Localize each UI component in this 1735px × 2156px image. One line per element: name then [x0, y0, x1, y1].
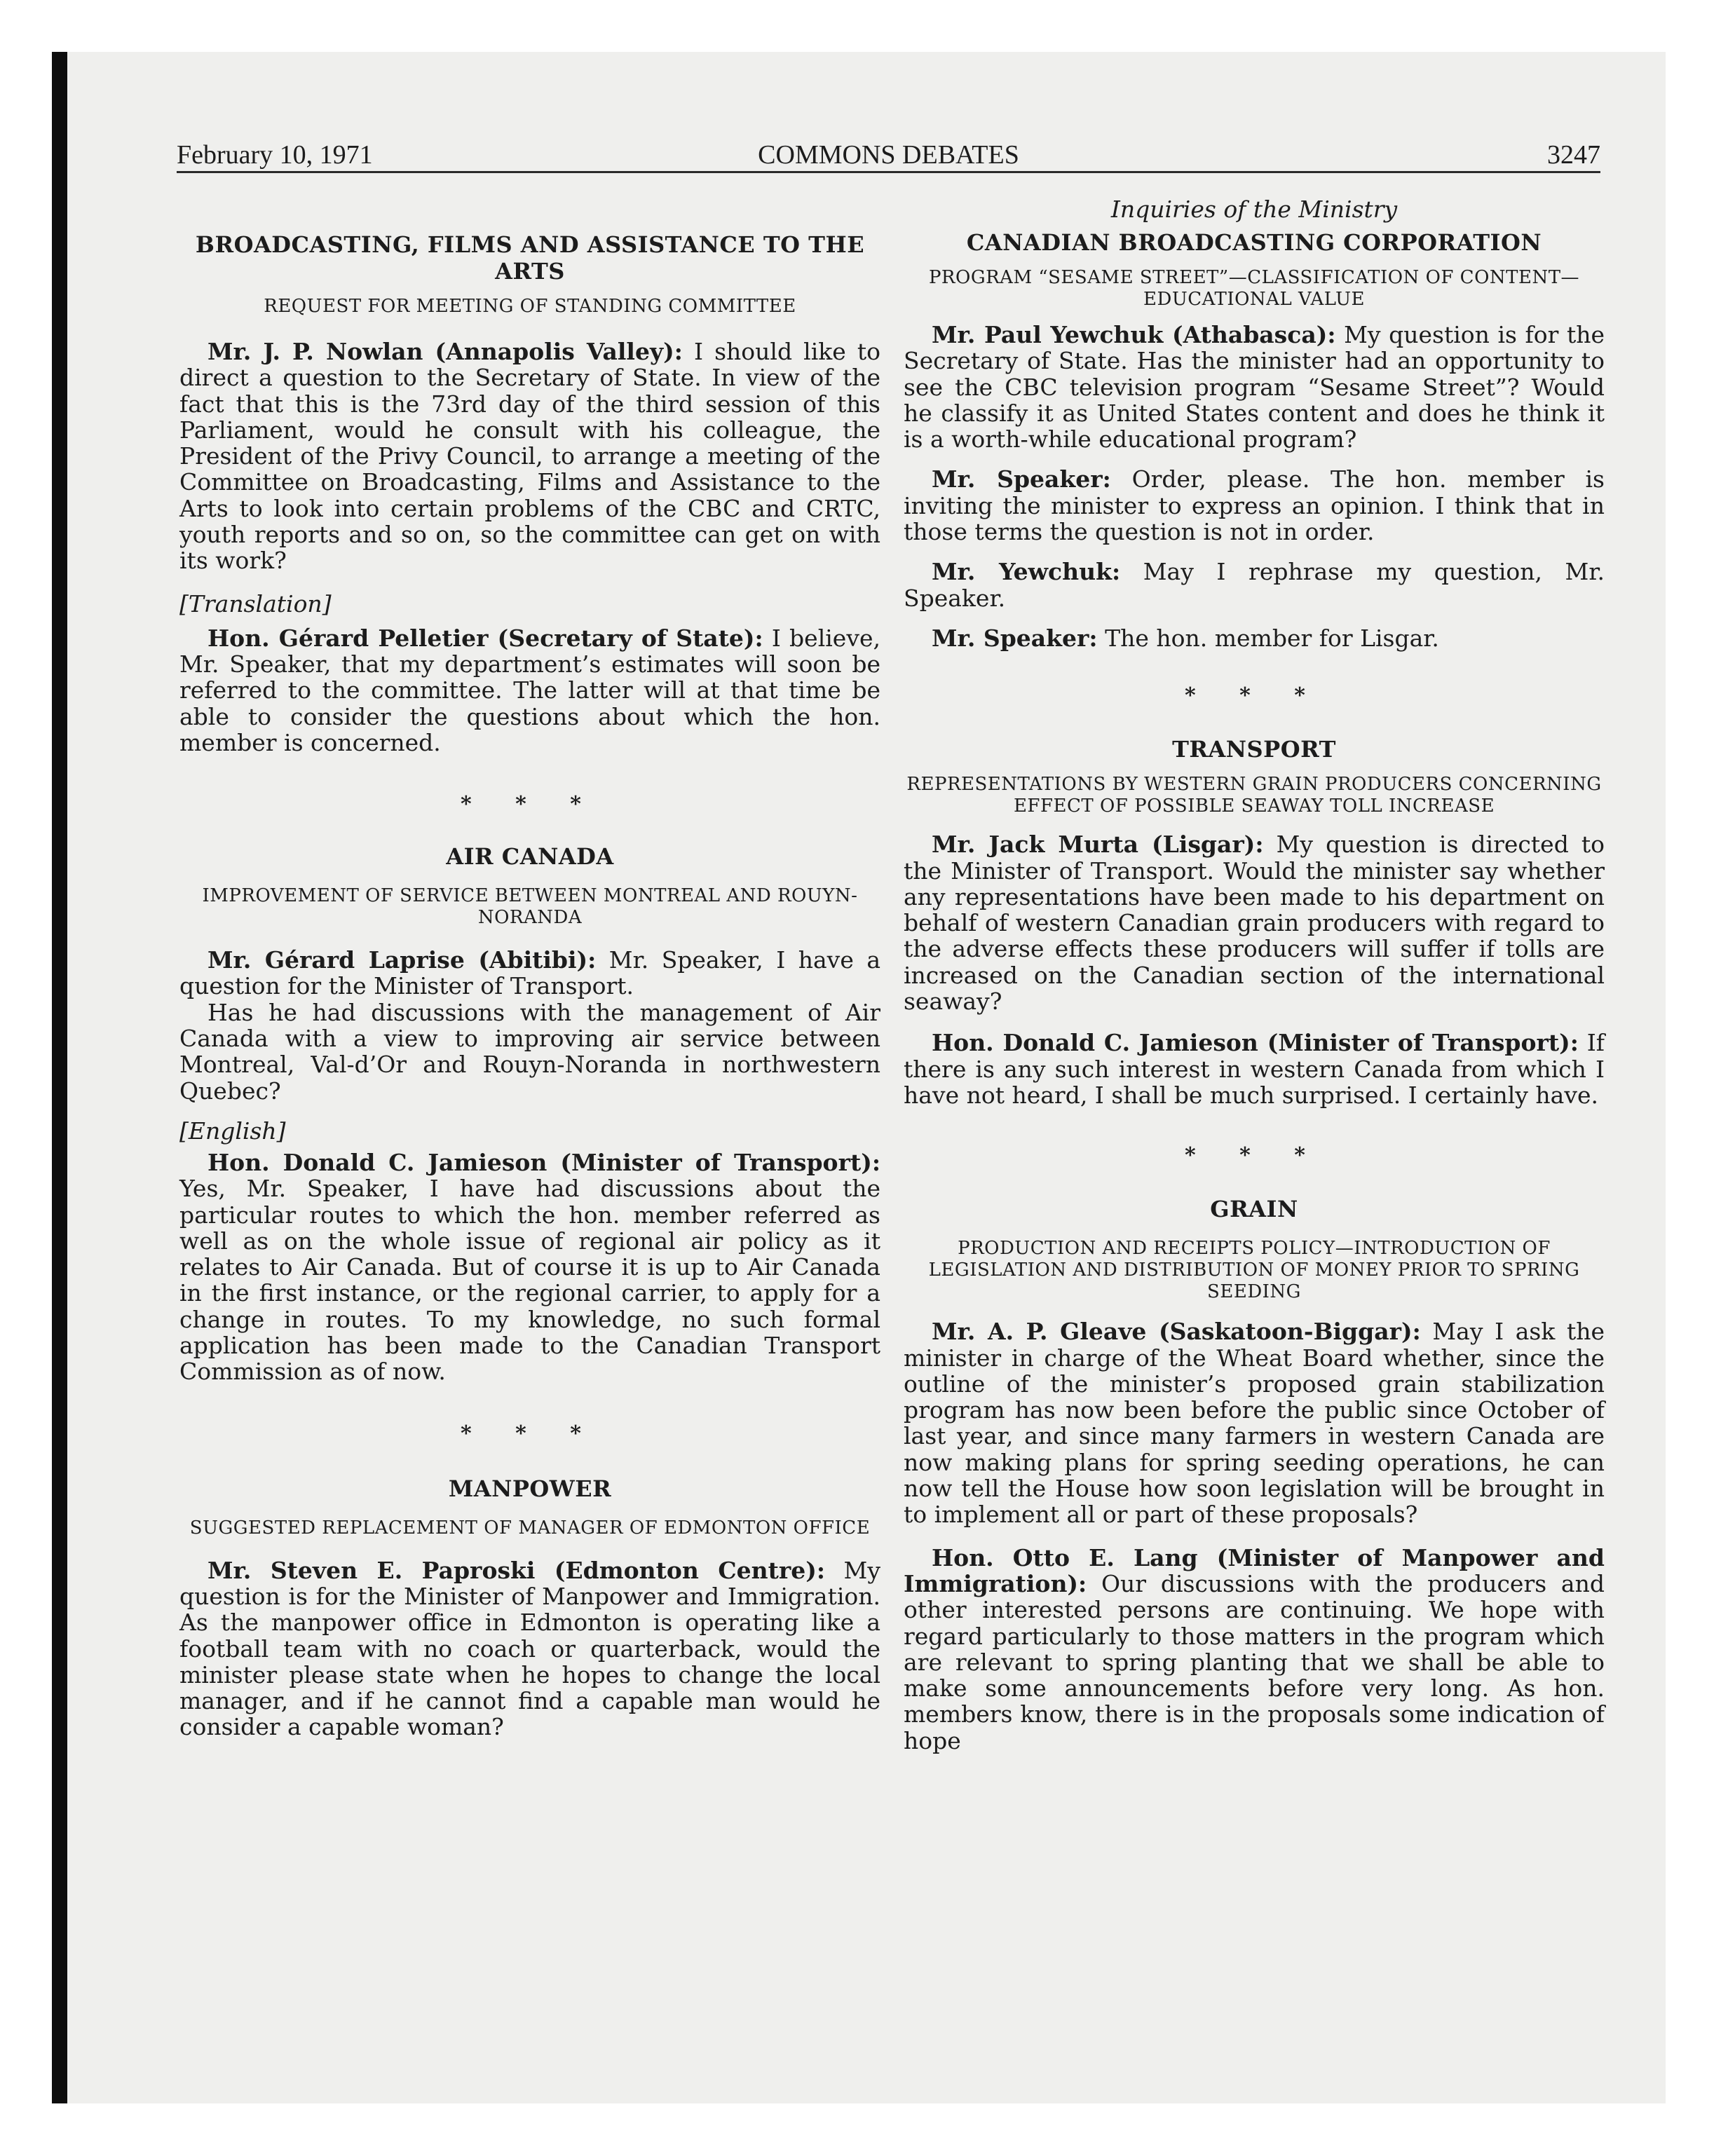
- speaker-name: Hon. Donald C. Jamieson (Minister of Transport):: [932, 1029, 1579, 1057]
- page-header: [177, 139, 1600, 173]
- section-heading: TRANSPORT: [1172, 736, 1336, 763]
- section-heading: MANPOWER: [448, 1475, 612, 1502]
- speech-paragraph: [179, 1557, 880, 1740]
- speech-text: I believe, Mr. Speaker, that my department’s estimates will soon be referred to the committee. The latter will at that time be able to consider the questions about which the hon. member is concerned.: [179, 624, 881, 756]
- speaker-name: Mr. Gérard Laprise (Abitibi):: [207, 946, 597, 974]
- header-date: February 10, 1971: [177, 140, 373, 170]
- speech-text: Order, please. The hon. member is inviting the minister to express an opinion. I think that in those terms the question is not in order.: [904, 465, 1605, 546]
- left-column: [179, 196, 880, 1740]
- speaker-name: Mr. Jack Murta (Lisgar):: [932, 831, 1264, 859]
- section-heading: CANADIAN BROADCASTING CORPORATION: [966, 229, 1542, 256]
- section-divider: * * *: [461, 1421, 599, 1446]
- speech-text: My question is directed to the Minister of Transport. Would the minister say whether any representations have been made to his department on behalf of western Canadian grain producers with regard to the adverse effects these producers will suffer if tolls are increased on the Canadian section of the international seaway?: [904, 831, 1605, 1016]
- speech-paragraph: [904, 466, 1605, 545]
- speech-text: May I rephrase my question, Mr. Speaker.: [904, 558, 1605, 612]
- section-subheading: IMPROVEMENT OF SERVICE BETWEEN MONTREAL AND ROUYN-NORANDA: [202, 885, 858, 929]
- section-heading: BROADCASTING, FILMS AND ASSISTANCE TO THE ARTS: [195, 231, 865, 285]
- speech-paragraph: [904, 1545, 1605, 1754]
- speech-text: Mr. Speaker, I have a question for the Minister of Transport.: [179, 946, 880, 1000]
- header-title: COMMONS DEBATES: [758, 140, 1019, 170]
- speech-paragraph: [904, 1318, 1605, 1527]
- page-number: 3247: [1547, 140, 1600, 170]
- section-subheading: PROGRAM “SESAME STREET”—CLASSIFICATION OF CONTENT—EDUCATIONAL VALUE: [928, 267, 1580, 310]
- speaker-name: Hon. Gérard Pelletier (Secretary of State):: [207, 624, 763, 652]
- speaker-name: Mr. A. P. Gleave (Saskatoon-Biggar):: [932, 1318, 1421, 1346]
- speech-text: I should like to direct a question to the Secretary of State. In view of the fact that this is the 73rd day of the third session of this Parliament, would he consult with his colleague, the President of the Privy Council, to arrange a meeting of the Committee on Broadcasting, Films and Assistance to the Arts to look into certain problems of the CBC and CRTC, youth reports and so on, so the committee can get on with its work?: [179, 338, 880, 575]
- section-divider: * * *: [1185, 1143, 1324, 1168]
- speech-paragraph: [179, 947, 880, 999]
- section-subheading: REQUEST FOR MEETING OF STANDING COMMITTEE: [264, 296, 796, 317]
- speech-text: May I ask the minister in charge of the Wheat Board whether, since the outline of the minister’s proposed grain stabilization program has now been before the public since October of last year, and since many farmers in western Canada are now making plans for spring seeding operations, he can now tell the House how soon legislation will be brought in to implement all or part of these proposals?: [904, 1318, 1605, 1529]
- speech-paragraph: [904, 322, 1605, 452]
- speaker-name: Hon. Otto E. Lang (Minister of Manpower and Immigration):: [904, 1543, 1605, 1597]
- speaker-name: Mr. Steven E. Paproski (Edmonton Centre):: [207, 1556, 826, 1584]
- section-heading: AIR CANADA: [446, 843, 614, 871]
- speech-text: My question is for the Minister of Manpower and Immigration. As the manpower office in Edmonton is operating like a football team with no coach or quarterback, would the minister please state when he hopes to change the local manager, and if he cannot find a capable man would he consider a capable woman?: [179, 1556, 880, 1741]
- speaker-name: Mr. Paul Yewchuk (Athabasca):: [932, 321, 1336, 348]
- speech-paragraph: [904, 559, 1605, 611]
- speaker-name: Mr. Speaker:: [932, 465, 1111, 493]
- speech-paragraph: [904, 1030, 1605, 1108]
- speech-paragraph: [179, 339, 880, 574]
- speech-paragraph: [904, 831, 1605, 1014]
- language-note: [English]: [179, 1117, 286, 1145]
- section-heading: GRAIN: [1210, 1196, 1298, 1223]
- speaker-name: Mr. Yewchuk:: [932, 558, 1121, 586]
- language-note: [Translation]: [179, 589, 332, 618]
- section-divider: * * *: [461, 792, 599, 817]
- speech-text: If there is any such interest in western Canada from which I have not heard, I shall be much surprised. I certainly have.: [904, 1029, 1605, 1109]
- speech-paragraph: [904, 625, 1605, 651]
- speech-text: My question is for the Secretary of State. Has the minister had an opportunity to see the CBC television program “Sesame Street”? Would he classify it as United States content and does he think it is a worth-while educational program?: [904, 321, 1605, 453]
- speech-text: Our discussions with the producers and other interested persons are continuing. We hope with regard particularly to those matters in the program which are relevant to spring planting that we shall be able to make some announcements before very long. As hon. members know, there is in the proposals some indication of hope: [904, 1569, 1605, 1754]
- section-subheading: REPRESENTATIONS BY WESTERN GRAIN PRODUCERS CONCERNING EFFECT OF POSSIBLE SEAWAY TOLL INCREASE: [906, 774, 1602, 817]
- speech-paragraph: [179, 1149, 880, 1385]
- speech-text: Yes, Mr. Speaker, I have had discussions about the particular routes to which the hon. member referred as well as on the whole issue of regional air policy as it relates to Air Canada. But of course it is up to Air Canada in the first instance, or the regional carrier, to apply for a change in routes. To my knowledge, no such formal application has been made to the Canadian Transport Commission as of now.: [179, 1175, 880, 1386]
- right-column: [904, 196, 1605, 1754]
- speech-paragraph: [179, 625, 880, 756]
- running-head: Inquiries of the Ministry: [1110, 196, 1398, 223]
- section-subheading: PRODUCTION AND RECEIPTS POLICY—INTRODUCTION OF LEGISLATION AND DISTRIBUTION OF MONEY PRIOR TO SPRING SEEDING: [928, 1238, 1580, 1303]
- speech-paragraph: Has he had discussions with the management of Air Canada with a view to improving air service between Montreal, Val-d’Or and Rouyn-Noranda in northwestern Quebec?: [179, 998, 880, 1105]
- speaker-name: Mr. Speaker:: [932, 624, 1098, 652]
- speech-text: The hon. member for Lisgar.: [1097, 624, 1439, 652]
- speaker-name: Hon. Donald C. Jamieson (Minister of Transport):: [207, 1148, 880, 1176]
- section-subheading: SUGGESTED REPLACEMENT OF MANAGER OF EDMONTON OFFICE: [189, 1517, 871, 1538]
- section-divider: * * *: [1185, 683, 1324, 709]
- speaker-name: Mr. J. P. Nowlan (Annapolis Valley):: [207, 338, 683, 365]
